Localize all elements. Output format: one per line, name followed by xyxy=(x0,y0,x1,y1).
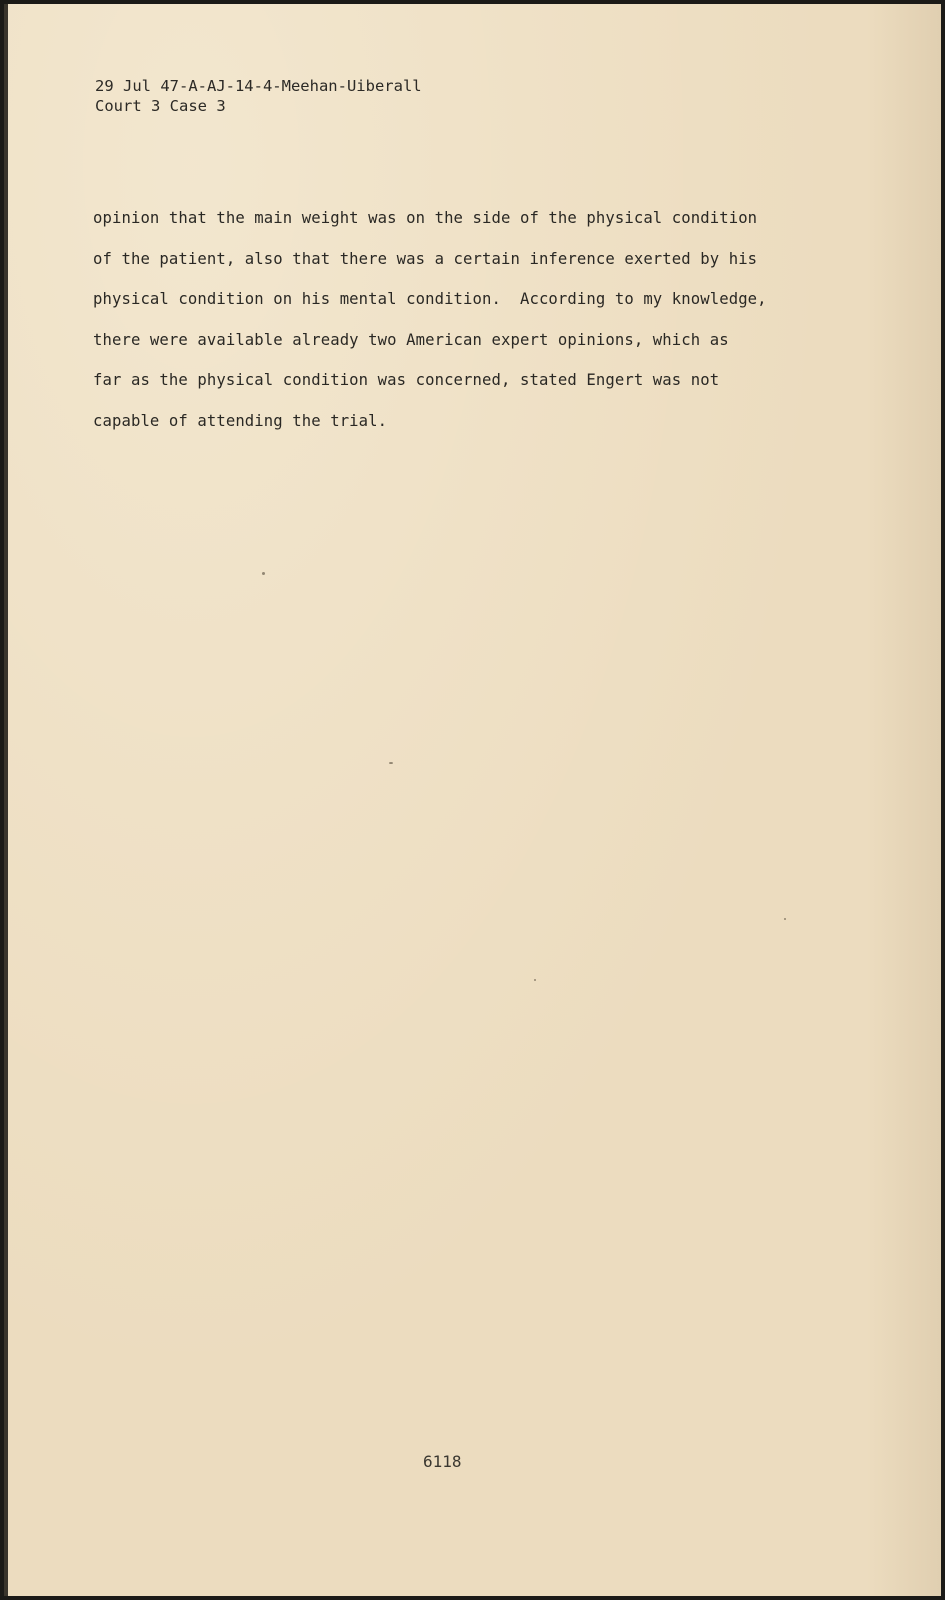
header-court-line: Court 3 Case 3 xyxy=(95,97,226,115)
body-line: opinion that the main weight was on the side of the physical condition xyxy=(93,209,758,227)
body-line: of the patient, also that there was a certain inference exerted by his xyxy=(93,249,758,268)
header-reference-line: 29 Jul 47-A-AJ-14-4-Meehan-Uiberall xyxy=(95,77,422,95)
document-header xyxy=(95,76,422,116)
body-line: far as the physical condition was concerned, stated Engert was not xyxy=(93,371,720,390)
body-line: capable of attending the trial. xyxy=(93,411,388,430)
paper-speck xyxy=(534,979,536,981)
body-line: physical condition on his mental condition. According to my knowledge, xyxy=(93,290,767,309)
document-page xyxy=(4,4,941,1596)
page-edge-shadow xyxy=(4,4,8,1596)
paper-speck xyxy=(389,762,393,764)
paper-speck xyxy=(262,572,265,575)
paper-speck xyxy=(784,918,786,920)
page-number: 6118 xyxy=(423,1452,462,1471)
transcript-body xyxy=(93,198,833,442)
body-line: there were available already two American expert opinions, which as xyxy=(93,330,729,349)
